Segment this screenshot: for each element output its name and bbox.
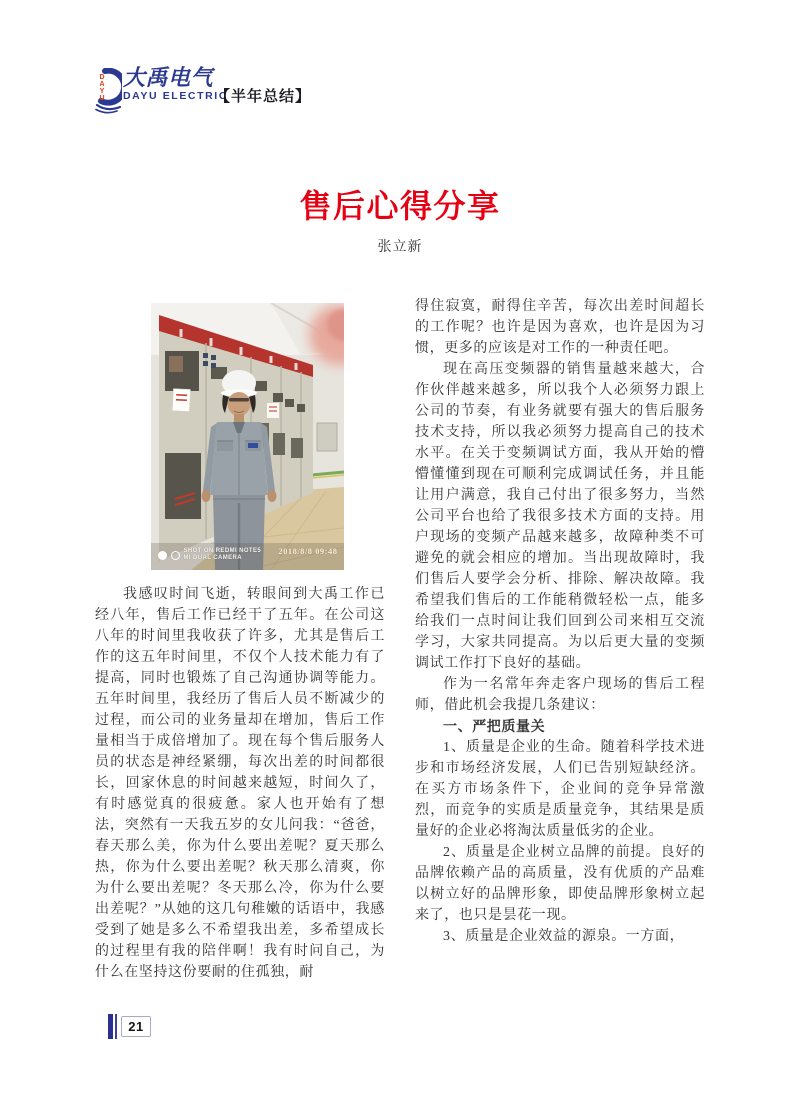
article-author: 张立新 xyxy=(377,238,423,254)
paragraph: 现在高压变频器的销售量越来越大，合作伙伴越来越多，所以我个人必须努力跟上公司的节奏，有业务就要有强大的售后服务技术支持，所以我必须努力提高自己的技术水平。在关于变频调试方面，我从开始的懵懵懂懂到现在可顺利完成调试任务，并且能让用户满意，我自己付出了很多努力，当然公司平台也给了我很多技术方面的支持。用户现场的变频产品越来越多，故障种类不可避免的就会相应的增加。当出现故障时，我们售后人要学会分析、排除、解决故障。我希望我们售后的工作能稍微轻松一点，能多给我们一点时间让我们回到公司来相互交流学习，大家共同提高。为以后更大量的变频调试工作打下良好的基础。 xyxy=(415,362,705,671)
paragraph: 3、质量是企业效益的源泉。一方面， xyxy=(443,929,685,944)
paragraph: 我感叹时间飞逝，转眼间到大禹工作已经八年，售后工作已经干了五年。在公司这八年的时间里我收获了许多，尤其是售后工作的这五年时间里，不仅个人技术能力有了提高，同时也锻炼了自己沟通协调等能力。五年时间里，我经历了售后人员不断减少的过程，而公司的业务量却在增加，售后工作量相当于成倍增加了。现在每个售后服务人员的状态是神经紧绷，每次出差的时间都很长，回家休息的时间越来越短，时间久了，有时感觉真的很疲惫。家人也开始有了想法，突然有一天我五岁的女儿问我：“爸爸，春天那么美，你为什么要出差呢？夏天那么热，你为什么要出差呢？秋天那么清爽，你为什么要出差呢？冬天那么冷，你为什么要出差呢？”从她的这几句稚嫩的话语中，我感受到了她是多么不希望我出差，多希望成长的过程里有我的陪伴啊！我有时问自己，为什么在坚持这份要耐的住孤独，耐 xyxy=(95,587,385,980)
svg-text:DAYU: D A Y U xyxy=(99,74,105,102)
page-number: 21 xyxy=(128,1018,144,1034)
left-column-paragraphs xyxy=(95,584,385,983)
text-column-right xyxy=(415,296,705,947)
watermark-ring-icon xyxy=(171,551,180,560)
watermark-line2: MI DUAL CAMERA xyxy=(183,555,242,561)
watermark-dot-icon xyxy=(158,551,167,560)
page-footer xyxy=(108,1014,151,1038)
paragraph: 一、严把质量关 xyxy=(443,718,546,734)
page-number-box xyxy=(121,1016,151,1037)
footer-accent-bar-thin xyxy=(115,1014,117,1039)
issue-tag: 【半年总结】 xyxy=(215,88,312,105)
dayu-logo-icon xyxy=(95,68,122,114)
logo-english-name: DAYU ELECTRIC xyxy=(123,90,229,102)
text-column-left xyxy=(95,300,385,983)
watermark-line1: SHOT ON REDMI NOTE5 xyxy=(183,548,262,554)
field-photo xyxy=(151,303,344,570)
photo-illustration xyxy=(151,303,344,570)
logo-chinese-name: 大禹电气 xyxy=(123,65,214,90)
paragraph: 得住寂寞，耐得住辛苦，每次出差时间超长的工作呢？也许是因为喜欢，也许是因为习惯，更多的应该是对工作的一种责任吧。 xyxy=(415,299,705,356)
article-title: 售后心得分享 xyxy=(299,188,501,224)
footer-accent-bar-thick xyxy=(108,1014,113,1039)
paragraph: 2、质量是企业树立品牌的前提。良好的品牌依赖产品的高质量，没有优质的产品难以树立好的品牌形象，即使品牌形象树立起来了，也只是昙花一现。 xyxy=(415,845,705,923)
paragraph: 作为一名常年奔走客户现场的售后工程师，借此机会我提几条建议： xyxy=(415,677,705,713)
paragraph: 1、质量是企业的生命。随着科学技术进步和市场经济发展，人们已告别短缺经济。在买方市场条件下，企业间的竞争异常激烈，而竞争的实质是质量竞争，其结果是质量好的企业必将淘汰质量低劣的企业。 xyxy=(415,740,705,839)
photo-timestamp: 2018/8/8 09:48 xyxy=(278,546,338,556)
camera-watermark xyxy=(158,548,262,562)
